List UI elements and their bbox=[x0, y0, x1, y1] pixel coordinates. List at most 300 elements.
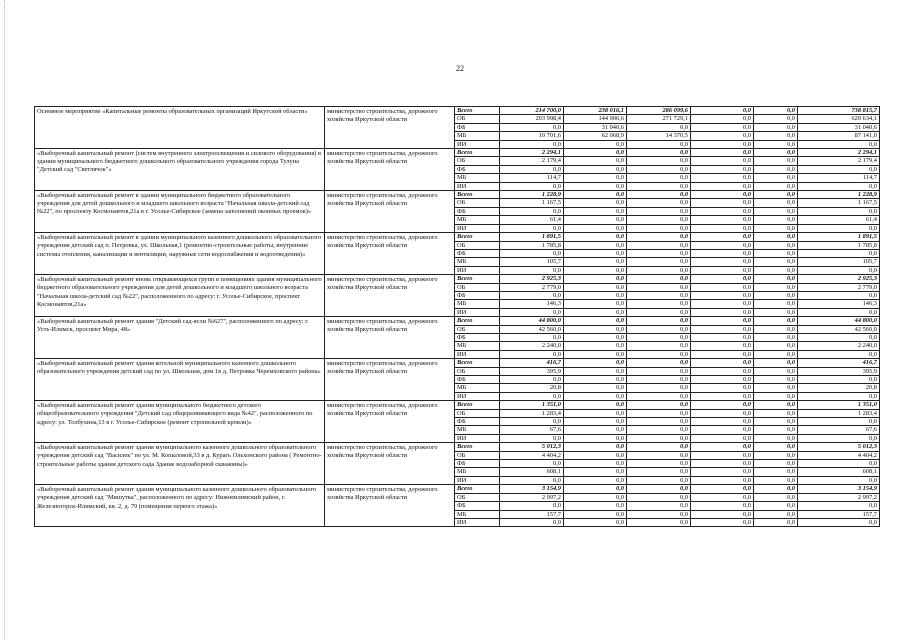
amount-year-cell: 0,0 bbox=[500, 392, 564, 400]
amount-total-cell: 2 925,3 bbox=[798, 275, 880, 283]
amount-year-cell: 416,7 bbox=[500, 359, 564, 367]
amount-total-cell: 2 997,2 bbox=[798, 493, 880, 501]
amount-year-cell: 0,0 bbox=[627, 426, 691, 434]
amount-year-cell: 0,0 bbox=[627, 476, 691, 484]
funding-source-label: Всего bbox=[455, 443, 500, 451]
amount-year-cell: 0,0 bbox=[754, 359, 798, 367]
amount-year-cell: 0,0 bbox=[691, 207, 754, 215]
amount-year-cell: 0,0 bbox=[754, 107, 798, 115]
amount-year-cell: 0,0 bbox=[691, 123, 754, 131]
amount-year-cell: 0,0 bbox=[627, 266, 691, 274]
program-activities-table bbox=[34, 106, 880, 527]
amount-year-cell: 5 012,3 bbox=[500, 443, 564, 451]
amount-year-cell: 0,0 bbox=[627, 376, 691, 384]
amount-year-cell: 395,9 bbox=[500, 367, 564, 375]
amount-year-cell: 0,0 bbox=[691, 376, 754, 384]
amount-year-cell: 0,0 bbox=[500, 308, 564, 316]
amount-total-cell: 20,8 bbox=[798, 384, 880, 392]
funding-source-label: ОБ bbox=[455, 115, 500, 123]
amount-year-cell: 0,0 bbox=[691, 224, 754, 232]
amount-year-cell: 0,0 bbox=[627, 443, 691, 451]
amount-year-cell: 0,0 bbox=[627, 350, 691, 358]
amount-year-cell: 0,0 bbox=[754, 283, 798, 291]
table-body bbox=[35, 107, 880, 527]
amount-year-cell: 238 016,1 bbox=[564, 107, 627, 115]
amount-year-cell: 0,0 bbox=[691, 409, 754, 417]
amount-year-cell: 0,0 bbox=[564, 266, 627, 274]
amount-year-cell: 1 785,8 bbox=[500, 241, 564, 249]
amount-year-cell: 0,0 bbox=[754, 291, 798, 299]
amount-year-cell: 2 240,0 bbox=[500, 342, 564, 350]
amount-year-cell: 0,0 bbox=[691, 401, 754, 409]
amount-year-cell: 0,0 bbox=[564, 376, 627, 384]
amount-year-cell: 0,0 bbox=[691, 216, 754, 224]
funding-source-label: ИИ bbox=[455, 350, 500, 358]
amount-year-cell: 0,0 bbox=[627, 325, 691, 333]
amount-year-cell: 0,0 bbox=[564, 300, 627, 308]
amount-total-cell: 2 294,1 bbox=[798, 149, 880, 157]
amount-year-cell: 0,0 bbox=[627, 493, 691, 501]
amount-year-cell: 0,0 bbox=[754, 115, 798, 123]
amount-year-cell: 2 779,0 bbox=[500, 283, 564, 291]
funding-source-label: ОБ bbox=[455, 493, 500, 501]
activity-total-row bbox=[35, 191, 880, 199]
amount-year-cell: 0,0 bbox=[754, 502, 798, 510]
amount-year-cell: 105,7 bbox=[500, 258, 564, 266]
funding-source-label: ИИ bbox=[455, 518, 500, 526]
amount-year-cell: 0,0 bbox=[754, 518, 798, 526]
amount-year-cell: 0,0 bbox=[691, 308, 754, 316]
funding-source-label: ИИ bbox=[455, 308, 500, 316]
amount-year-cell: 0,0 bbox=[564, 283, 627, 291]
funding-source-label: Всего bbox=[455, 233, 500, 241]
amount-year-cell: 0,0 bbox=[754, 241, 798, 249]
amount-year-cell: 0,0 bbox=[754, 140, 798, 148]
funding-source-label: ИИ bbox=[455, 434, 500, 442]
amount-year-cell: 0,0 bbox=[754, 182, 798, 190]
activity-total-row bbox=[35, 359, 880, 367]
amount-year-cell: 0,0 bbox=[691, 199, 754, 207]
responsible-executor: министерство строительства, дорожного хозяйства Иркутской области bbox=[325, 443, 455, 485]
funding-source-label: МБ bbox=[455, 384, 500, 392]
amount-year-cell: 0,0 bbox=[564, 258, 627, 266]
amount-year-cell: 0,0 bbox=[691, 460, 754, 468]
responsible-executor: министерство строительства, дорожного хозяйства Иркутской области bbox=[325, 401, 455, 443]
amount-year-cell: 0,0 bbox=[627, 149, 691, 157]
amount-total-cell: 0,0 bbox=[798, 434, 880, 442]
funding-source-label: ФБ bbox=[455, 165, 500, 173]
amount-year-cell: 0,0 bbox=[691, 333, 754, 341]
amount-total-cell: 0,0 bbox=[798, 291, 880, 299]
amount-year-cell: 0,0 bbox=[754, 367, 798, 375]
activity-description: «Выборочный капитальный ремонт здания муниципального казенного дошкольного образовательного учреждения детский сад "Ваcилек" по ул. М. Копыловой,33 в д. Курагь Ольхонского района ( Ремонтно-строительные работы здания детского сада Здание водозаборной скважины)» bbox=[35, 443, 325, 485]
amount-year-cell: 0,0 bbox=[627, 123, 691, 131]
amount-year-cell: 0,0 bbox=[627, 434, 691, 442]
amount-year-cell: 0,0 bbox=[754, 426, 798, 434]
activity-total-row bbox=[35, 149, 880, 157]
amount-year-cell: 0,0 bbox=[691, 258, 754, 266]
amount-year-cell: 0,0 bbox=[691, 476, 754, 484]
amount-year-cell: 0,0 bbox=[500, 140, 564, 148]
amount-year-cell: 0,0 bbox=[754, 317, 798, 325]
funding-source-label: МБ bbox=[455, 258, 500, 266]
amount-year-cell: 0,0 bbox=[754, 258, 798, 266]
amount-year-cell: 0,0 bbox=[754, 451, 798, 459]
funding-source-label: ОБ bbox=[455, 325, 500, 333]
activity-description: «Выборочный капитальный ремонт здания муниципального бюджетного детского общеобразовательного учреждения "Детский сад общеразвивающего вида №42", расположенного по адресу: ул. Толбухина,13 в г. Усолье-Сибирское (ремонт стропильной кровли)» bbox=[35, 401, 325, 443]
funding-source-label: ОБ bbox=[455, 283, 500, 291]
funding-source-label: Всего bbox=[455, 401, 500, 409]
amount-year-cell: 42 560,0 bbox=[500, 325, 564, 333]
amount-year-cell: 0,0 bbox=[564, 518, 627, 526]
amount-year-cell: 0,0 bbox=[754, 174, 798, 182]
amount-year-cell: 0,0 bbox=[754, 376, 798, 384]
amount-year-cell: 0,0 bbox=[564, 333, 627, 341]
activity-total-row bbox=[35, 485, 880, 493]
amount-year-cell: 0,0 bbox=[564, 165, 627, 173]
funding-source-label: Всего bbox=[455, 107, 500, 115]
amount-year-cell: 0,0 bbox=[754, 418, 798, 426]
amount-year-cell: 0,0 bbox=[564, 418, 627, 426]
amount-total-cell: 2 179,4 bbox=[798, 157, 880, 165]
amount-year-cell: 0,0 bbox=[564, 367, 627, 375]
amount-year-cell: 0,0 bbox=[691, 518, 754, 526]
funding-source-label: Всего bbox=[455, 149, 500, 157]
amount-year-cell: 0,0 bbox=[754, 132, 798, 140]
amount-year-cell: 0,0 bbox=[691, 283, 754, 291]
amount-year-cell: 2 997,2 bbox=[500, 493, 564, 501]
funding-source-label: ИИ bbox=[455, 224, 500, 232]
amount-year-cell: 0,0 bbox=[564, 392, 627, 400]
funding-source-label: ИИ bbox=[455, 476, 500, 484]
amount-year-cell: 0,0 bbox=[564, 443, 627, 451]
amount-year-cell: 0,0 bbox=[627, 451, 691, 459]
amount-total-cell: 608,1 bbox=[798, 468, 880, 476]
activity-total-row bbox=[35, 443, 880, 451]
funding-source-label: ФБ bbox=[455, 333, 500, 341]
amount-year-cell: 0,0 bbox=[500, 207, 564, 215]
amount-total-cell: 61,4 bbox=[798, 216, 880, 224]
funding-source-label: ИИ bbox=[455, 140, 500, 148]
amount-year-cell: 0,0 bbox=[754, 401, 798, 409]
activity-description: Основное мероприятие «Капитальные ремонты образовательных организаций Иркутской области» bbox=[35, 107, 325, 149]
amount-year-cell: 0,0 bbox=[564, 493, 627, 501]
amount-year-cell: 0,0 bbox=[627, 518, 691, 526]
amount-year-cell: 0,0 bbox=[691, 342, 754, 350]
funding-source-label: ФБ bbox=[455, 418, 500, 426]
funding-source-label: ФБ bbox=[455, 207, 500, 215]
amount-total-cell: 0,0 bbox=[798, 460, 880, 468]
amount-total-cell: 1 228,9 bbox=[798, 191, 880, 199]
funding-source-label: ОБ bbox=[455, 409, 500, 417]
amount-total-cell: 87 141,0 bbox=[798, 132, 880, 140]
amount-year-cell: 203 998,4 bbox=[500, 115, 564, 123]
amount-year-cell: 0,0 bbox=[691, 115, 754, 123]
amount-year-cell: 0,0 bbox=[500, 291, 564, 299]
amount-year-cell: 0,0 bbox=[691, 384, 754, 392]
amount-year-cell: 0,0 bbox=[691, 317, 754, 325]
amount-year-cell: 0,0 bbox=[691, 107, 754, 115]
amount-year-cell: 114,7 bbox=[500, 174, 564, 182]
activity-description: «Выборочный капитальный ремонт (систем внутреннего электроосвещения и силового оборудования) в здании муниципального бюджетного дошкольного образовательного учреждения города Тулуна "Детский сад "Светлячок"» bbox=[35, 149, 325, 191]
amount-year-cell: 0,0 bbox=[564, 149, 627, 157]
activity-description: «Выборочный капитальный ремонт здания "Детский сад-ясли №627", расположенного по адресу: г. Усть-Илимск, проспект Мира, 48» bbox=[35, 317, 325, 359]
amount-year-cell: 0,0 bbox=[564, 426, 627, 434]
amount-year-cell: 0,0 bbox=[627, 258, 691, 266]
amount-total-cell: 620 634,1 bbox=[798, 115, 880, 123]
funding-source-label: ИИ bbox=[455, 392, 500, 400]
funding-source-label: Всего bbox=[455, 485, 500, 493]
amount-year-cell: 0,0 bbox=[564, 485, 627, 493]
amount-year-cell: 0,0 bbox=[691, 367, 754, 375]
amount-year-cell: 0,0 bbox=[627, 233, 691, 241]
amount-total-cell: 44 800,0 bbox=[798, 317, 880, 325]
amount-year-cell: 0,0 bbox=[564, 451, 627, 459]
amount-year-cell: 0,0 bbox=[627, 241, 691, 249]
amount-year-cell: 0,0 bbox=[754, 443, 798, 451]
binding-margin-line bbox=[4, 0, 5, 640]
responsible-executor: министерство строительства, дорожного хозяйства Иркутской области bbox=[325, 275, 455, 317]
amount-year-cell: 286 099,6 bbox=[627, 107, 691, 115]
amount-year-cell: 0,0 bbox=[500, 434, 564, 442]
amount-year-cell: 0,0 bbox=[627, 392, 691, 400]
amount-total-cell: 0,0 bbox=[798, 333, 880, 341]
amount-year-cell: 0,0 bbox=[627, 384, 691, 392]
amount-year-cell: 0,0 bbox=[564, 308, 627, 316]
amount-year-cell: 0,0 bbox=[691, 350, 754, 358]
amount-year-cell: 0,0 bbox=[627, 249, 691, 257]
amount-year-cell: 0,0 bbox=[627, 308, 691, 316]
activity-total-row bbox=[35, 275, 880, 283]
amount-year-cell: 0,0 bbox=[691, 493, 754, 501]
amount-year-cell: 61,4 bbox=[500, 216, 564, 224]
amount-year-cell: 0,0 bbox=[564, 434, 627, 442]
activity-total-row bbox=[35, 107, 880, 115]
amount-total-cell: 3 154,9 bbox=[798, 485, 880, 493]
amount-year-cell: 0,0 bbox=[754, 493, 798, 501]
activity-description: «Выборочный капитальный ремонт здания муниципального казенного дошкольного образовательного учреждения детский сад "Мишутка", расположенного по адресу: Нижнеилимский район, г. Железногорск-Илимский, кв. 2, д. 79 (помещения первого этажа)» bbox=[35, 485, 325, 527]
funding-source-label: МБ bbox=[455, 342, 500, 350]
funding-source-label: МБ bbox=[455, 132, 500, 140]
activity-total-row bbox=[35, 233, 880, 241]
funding-source-label: Всего bbox=[455, 359, 500, 367]
amount-total-cell: 114,7 bbox=[798, 174, 880, 182]
amount-year-cell: 0,0 bbox=[627, 510, 691, 518]
responsible-executor: министерство строительства, дорожного хозяйства Иркутской области bbox=[325, 191, 455, 233]
amount-year-cell: 0,0 bbox=[754, 434, 798, 442]
amount-year-cell: 0,0 bbox=[564, 140, 627, 148]
amount-year-cell: 0,0 bbox=[564, 502, 627, 510]
funding-source-label: ОБ bbox=[455, 451, 500, 459]
amount-year-cell: 0,0 bbox=[627, 418, 691, 426]
amount-year-cell: 0,0 bbox=[627, 333, 691, 341]
amount-year-cell: 0,0 bbox=[627, 502, 691, 510]
amount-year-cell: 0,0 bbox=[564, 291, 627, 299]
funding-source-label: МБ bbox=[455, 426, 500, 434]
amount-year-cell: 0,0 bbox=[754, 325, 798, 333]
amount-year-cell: 0,0 bbox=[754, 266, 798, 274]
amount-year-cell: 10 701,6 bbox=[500, 132, 564, 140]
amount-year-cell: 0,0 bbox=[564, 401, 627, 409]
amount-total-cell: 1 785,8 bbox=[798, 241, 880, 249]
amount-total-cell: 0,0 bbox=[798, 418, 880, 426]
amount-year-cell: 0,0 bbox=[627, 174, 691, 182]
amount-year-cell: 0,0 bbox=[754, 199, 798, 207]
amount-year-cell: 0,0 bbox=[627, 157, 691, 165]
amount-year-cell: 0,0 bbox=[691, 149, 754, 157]
amount-total-cell: 0,0 bbox=[798, 182, 880, 190]
amount-year-cell: 0,0 bbox=[500, 266, 564, 274]
amount-year-cell: 0,0 bbox=[754, 510, 798, 518]
amount-total-cell: 5 012,3 bbox=[798, 443, 880, 451]
amount-year-cell: 0,0 bbox=[564, 249, 627, 257]
amount-year-cell: 0,0 bbox=[564, 350, 627, 358]
amount-year-cell: 0,0 bbox=[691, 233, 754, 241]
amount-year-cell: 0,0 bbox=[564, 233, 627, 241]
responsible-executor: министерство строительства, дорожного хозяйства Иркутской области bbox=[325, 359, 455, 401]
amount-year-cell: 4 404,2 bbox=[500, 451, 564, 459]
amount-year-cell: 0,0 bbox=[754, 157, 798, 165]
amount-year-cell: 2 179,4 bbox=[500, 157, 564, 165]
funding-source-label: ИИ bbox=[455, 182, 500, 190]
amount-year-cell: 0,0 bbox=[691, 418, 754, 426]
amount-year-cell: 0,0 bbox=[627, 342, 691, 350]
amount-year-cell: 0,0 bbox=[754, 300, 798, 308]
amount-year-cell: 0,0 bbox=[627, 317, 691, 325]
amount-total-cell: 0,0 bbox=[798, 224, 880, 232]
amount-year-cell: 0,0 bbox=[754, 233, 798, 241]
funding-source-label: ФБ bbox=[455, 376, 500, 384]
funding-source-label: ФБ bbox=[455, 123, 500, 131]
amount-year-cell: 0,0 bbox=[564, 317, 627, 325]
amount-year-cell: 0,0 bbox=[754, 333, 798, 341]
funding-source-label: МБ bbox=[455, 510, 500, 518]
amount-year-cell: 67,6 bbox=[500, 426, 564, 434]
amount-year-cell: 0,0 bbox=[500, 418, 564, 426]
amount-year-cell: 0,0 bbox=[564, 384, 627, 392]
responsible-executor: министерство строительства, дорожного хозяйства Иркутской области bbox=[325, 107, 455, 149]
amount-year-cell: 0,0 bbox=[627, 485, 691, 493]
amount-year-cell: 0,0 bbox=[627, 224, 691, 232]
amount-year-cell: 0,0 bbox=[564, 468, 627, 476]
amount-year-cell: 0,0 bbox=[627, 283, 691, 291]
amount-year-cell: 0,0 bbox=[691, 451, 754, 459]
amount-year-cell: 0,0 bbox=[627, 191, 691, 199]
amount-year-cell: 0,0 bbox=[691, 132, 754, 140]
amount-year-cell: 1 891,5 bbox=[500, 233, 564, 241]
amount-year-cell: 0,0 bbox=[627, 401, 691, 409]
amount-total-cell: 0,0 bbox=[798, 165, 880, 173]
amount-year-cell: 0,0 bbox=[691, 426, 754, 434]
amount-year-cell: 0,0 bbox=[627, 199, 691, 207]
amount-year-cell: 0,0 bbox=[627, 468, 691, 476]
amount-year-cell: 0,0 bbox=[691, 392, 754, 400]
activity-total-row bbox=[35, 401, 880, 409]
amount-year-cell: 0,0 bbox=[754, 149, 798, 157]
amount-year-cell: 0,0 bbox=[564, 157, 627, 165]
amount-year-cell: 0,0 bbox=[627, 216, 691, 224]
amount-year-cell: 0,0 bbox=[691, 266, 754, 274]
amount-total-cell: 0,0 bbox=[798, 476, 880, 484]
page-number: 22 bbox=[456, 64, 464, 73]
funding-source-label: МБ bbox=[455, 216, 500, 224]
amount-year-cell: 0,0 bbox=[627, 359, 691, 367]
amount-year-cell: 0,0 bbox=[564, 275, 627, 283]
amount-year-cell: 0,0 bbox=[691, 300, 754, 308]
amount-year-cell: 0,0 bbox=[627, 275, 691, 283]
amount-year-cell: 0,0 bbox=[627, 367, 691, 375]
amount-year-cell: 0,0 bbox=[564, 241, 627, 249]
amount-total-cell: 0,0 bbox=[798, 502, 880, 510]
amount-year-cell: 146,3 bbox=[500, 300, 564, 308]
amount-year-cell: 0,0 bbox=[691, 174, 754, 182]
amount-year-cell: 0,0 bbox=[691, 510, 754, 518]
amount-year-cell: 14 370,5 bbox=[627, 132, 691, 140]
amount-year-cell: 0,0 bbox=[691, 434, 754, 442]
funding-source-label: ОБ bbox=[455, 367, 500, 375]
amount-year-cell: 0,0 bbox=[691, 140, 754, 148]
activity-total-row bbox=[35, 317, 880, 325]
amount-year-cell: 0,0 bbox=[627, 140, 691, 148]
amount-year-cell: 0,0 bbox=[691, 241, 754, 249]
funding-source-label: ОБ bbox=[455, 157, 500, 165]
amount-total-cell: 0,0 bbox=[798, 249, 880, 257]
amount-total-cell: 2 779,0 bbox=[798, 283, 880, 291]
activity-description: «Выборочный капитальный ремонт в здании муниципального казенного дошкольного образовательного учреждения детский сад п. Петровка, ул. Школьная,1 (ремонтно-строительные работы, внутренние системы отопления, канализации и вентиляции, наружные сети водоснабжения и водоотведения)» bbox=[35, 233, 325, 275]
amount-year-cell: 214 700,0 bbox=[500, 107, 564, 115]
amount-year-cell: 0,0 bbox=[627, 460, 691, 468]
amount-year-cell: 0,0 bbox=[564, 342, 627, 350]
amount-year-cell: 0,0 bbox=[564, 207, 627, 215]
amount-year-cell: 0,0 bbox=[500, 123, 564, 131]
funding-source-label: Всего bbox=[455, 191, 500, 199]
amount-total-cell: 4 404,2 bbox=[798, 451, 880, 459]
amount-year-cell: 0,0 bbox=[754, 460, 798, 468]
activity-description: «Выборочный капитальный ремонт здания котельной муниципального казенного дошкольного образовательного учреждения детский сад по ул. Школьная, дом 1в д. Петровка Черемховского района» bbox=[35, 359, 325, 401]
responsible-executor: министерство строительства, дорожного хозяйства Иркутской области bbox=[325, 233, 455, 275]
amount-year-cell: 0,0 bbox=[564, 216, 627, 224]
funding-source-label: Всего bbox=[455, 275, 500, 283]
amount-year-cell: 1 228,9 bbox=[500, 191, 564, 199]
amount-total-cell: 0,0 bbox=[798, 392, 880, 400]
amount-total-cell: 105,7 bbox=[798, 258, 880, 266]
amount-year-cell: 0,0 bbox=[691, 485, 754, 493]
amount-total-cell: 42 560,0 bbox=[798, 325, 880, 333]
amount-year-cell: 62 068,9 bbox=[564, 132, 627, 140]
amount-year-cell: 0,0 bbox=[500, 249, 564, 257]
amount-year-cell: 0,0 bbox=[627, 291, 691, 299]
amount-year-cell: 0,0 bbox=[500, 460, 564, 468]
amount-year-cell: 0,0 bbox=[627, 409, 691, 417]
amount-year-cell: 0,0 bbox=[754, 485, 798, 493]
amount-year-cell: 0,0 bbox=[500, 476, 564, 484]
amount-year-cell: 0,0 bbox=[691, 275, 754, 283]
responsible-executor: министерство строительства, дорожного хозяйства Иркутской области bbox=[325, 317, 455, 359]
amount-year-cell: 0,0 bbox=[691, 157, 754, 165]
amount-year-cell: 0,0 bbox=[754, 468, 798, 476]
amount-year-cell: 1 351,0 bbox=[500, 401, 564, 409]
amount-year-cell: 0,0 bbox=[691, 291, 754, 299]
amount-year-cell: 0,0 bbox=[500, 518, 564, 526]
amount-year-cell: 0,0 bbox=[500, 376, 564, 384]
amount-year-cell: 0,0 bbox=[627, 182, 691, 190]
amount-year-cell: 0,0 bbox=[754, 123, 798, 131]
amount-total-cell: 416,7 bbox=[798, 359, 880, 367]
amount-year-cell: 0,0 bbox=[500, 502, 564, 510]
funding-source-label: ФБ bbox=[455, 502, 500, 510]
amount-year-cell: 0,0 bbox=[691, 443, 754, 451]
amount-year-cell: 0,0 bbox=[564, 409, 627, 417]
